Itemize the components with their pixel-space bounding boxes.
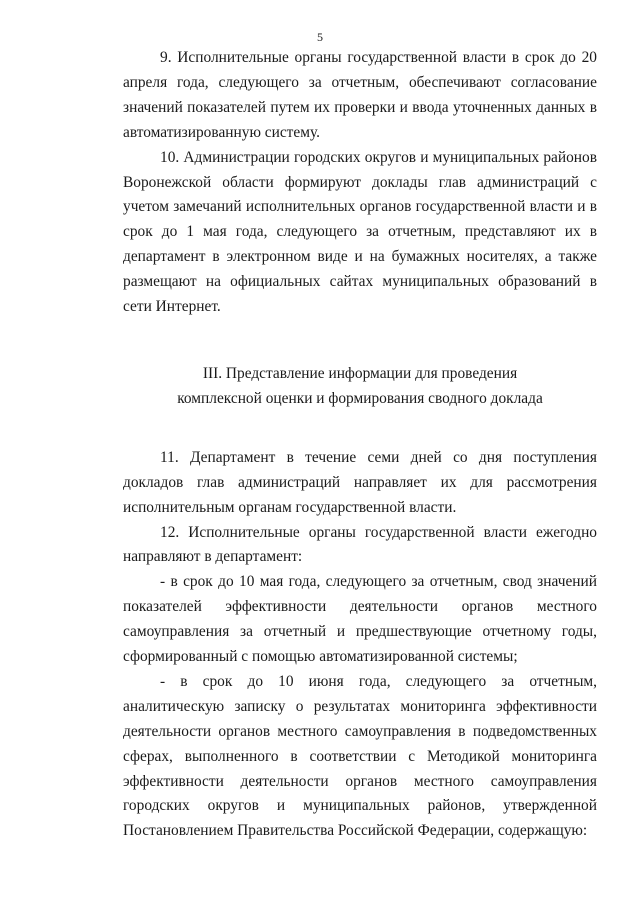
paragraph-9: 9. Исполнительные органы государственной власти в срок до 20 апреля года, следующего за отчетным, обеспечивают согласование значений показателей путем их проверки и ввода уточненных данных в автоматизированную систему. [123,49,597,141]
document-body [123,46,597,844]
list-item-may-summary: - в срок до 10 мая года, следующего за отчетным, свод значений показателей эффективности деятельности органов местного самоуправления за отчетный и предшествующие отчетному годы, сформированный с помощью автоматизированной системы; [123,573,597,666]
paragraph-10: 10. Администрации городских округов и муниципальных районов Воронежской области формируют доклады глав администраций с учетом замечаний исполнительных органов государственной власти и в срок до 1 мая года, следующего за отчетным, представляют их в департамент в электронном виде и на бумажных носителях, а также размещают на официальных сайтах муниципальных образований в сети Интернет. [123,148,597,316]
list-item-june-analytic-note: - в срок до 10 июня года, следующего за отчетным, аналитическую записку о результатах мониторинга эффективности деятельности органов местного самоуправления в подведомственных сферах, выполненного в соответствии с Методикой мониторинга эффективности деятельности органов местного самоуправления городских округов и муниципальных районов, утвержденной Постановлением Правительства Российской Федерации, содержащую: [123,672,597,840]
paragraph-11: 11. Департамент в течение семи дней со дня поступления докладов глав администраций направляет их для рассмотрения исполнительным органам государственной власти. [123,448,597,516]
page-number: 5 [317,30,323,44]
paragraph-12: 12. Исполнительные органы государственной власти ежегодно направляют в департамент: [123,523,597,566]
section-heading-line-2: комплексной оценки и формирования сводного доклада [177,389,543,407]
section-heading-line-1: III. Представление информации для проведения [202,364,518,382]
section-heading [123,362,597,412]
